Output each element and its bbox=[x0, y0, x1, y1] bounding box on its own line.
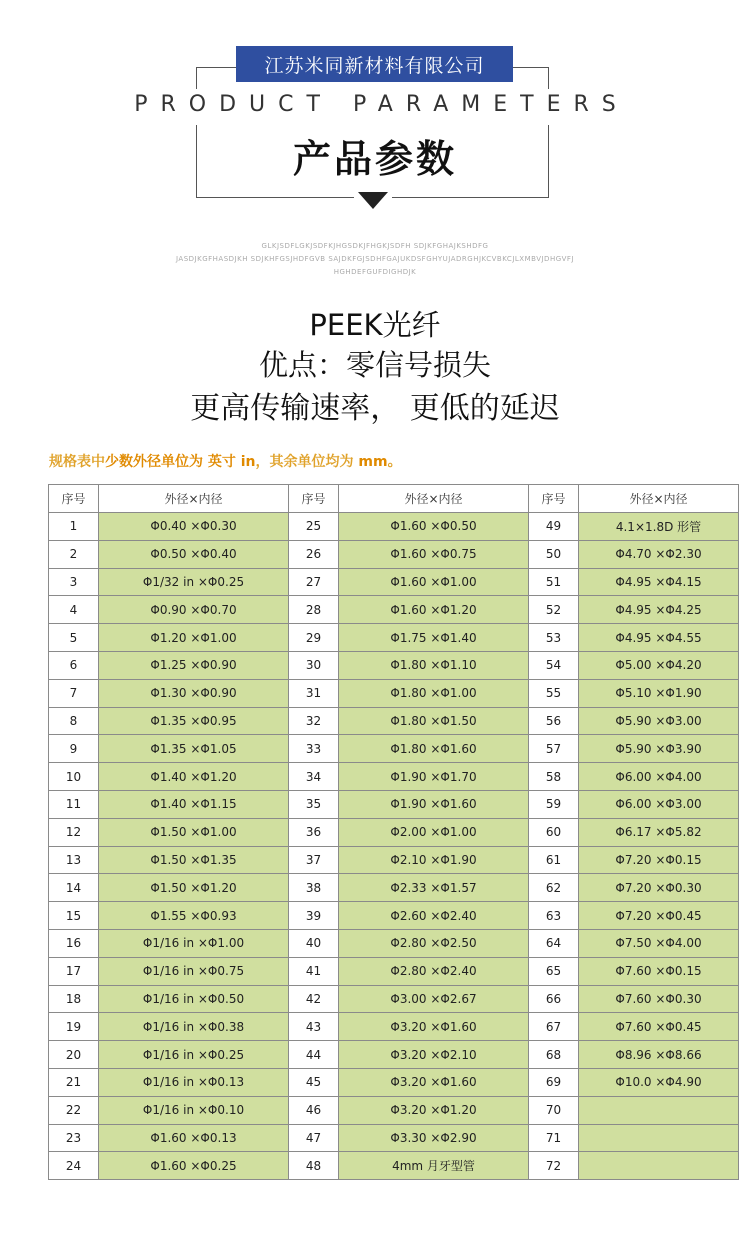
table-row bbox=[49, 624, 739, 652]
table-row bbox=[49, 1013, 739, 1041]
row-number-cell: 7 bbox=[49, 679, 99, 707]
dimension-cell: Φ4.95 ×Φ4.25 bbox=[579, 596, 739, 624]
dimension-cell: Φ1.50 ×Φ1.00 bbox=[99, 818, 289, 846]
dimension-cell bbox=[579, 1124, 739, 1152]
dimension-cell: Φ2.80 ×Φ2.40 bbox=[339, 957, 529, 985]
company-name-banner: 江苏米同新材料有限公司 bbox=[236, 46, 513, 82]
dimension-cell: Φ3.00 ×Φ2.67 bbox=[339, 985, 529, 1013]
table-row bbox=[49, 513, 739, 541]
dimension-cell: Φ1.80 ×Φ1.00 bbox=[339, 679, 529, 707]
row-number-cell: 20 bbox=[49, 1041, 99, 1069]
dimension-cell: Φ1/16 in ×Φ0.25 bbox=[99, 1041, 289, 1069]
row-number-cell: 67 bbox=[529, 1013, 579, 1041]
title-english: PRODUCT PARAMETERS bbox=[134, 92, 629, 117]
dimension-cell: Φ1.50 ×Φ1.20 bbox=[99, 874, 289, 902]
dimension-cell: Φ1/16 in ×Φ0.50 bbox=[99, 985, 289, 1013]
row-number-cell: 48 bbox=[289, 1152, 339, 1180]
unit-note bbox=[49, 451, 402, 471]
dimension-cell: Φ1/32 in ×Φ0.25 bbox=[99, 568, 289, 596]
dimension-cell: 4.1×1.8D 形管 bbox=[579, 513, 739, 541]
dimension-cell: Φ1/16 in ×Φ0.13 bbox=[99, 1068, 289, 1096]
unit-note-middle: ，其余单位均为 bbox=[255, 454, 359, 470]
decorative-text-line: GLKJSDFLGKJSDFKJHGSDKJFHGKJSDFH SDJKFGHAJKSHDFG bbox=[261, 242, 489, 250]
row-number-cell: 68 bbox=[529, 1041, 579, 1069]
row-number-cell: 38 bbox=[289, 874, 339, 902]
table-row bbox=[49, 1041, 739, 1069]
row-number-cell: 59 bbox=[529, 790, 579, 818]
header-frame-line bbox=[196, 67, 197, 89]
dimension-cell: Φ5.00 ×Φ4.20 bbox=[579, 651, 739, 679]
dimension-cell: Φ3.20 ×Φ1.20 bbox=[339, 1096, 529, 1124]
row-number-cell: 66 bbox=[529, 985, 579, 1013]
row-number-cell: 54 bbox=[529, 651, 579, 679]
row-number-cell: 71 bbox=[529, 1124, 579, 1152]
dimension-cell: Φ1.80 ×Φ1.10 bbox=[339, 651, 529, 679]
dimension-cell: Φ3.30 ×Φ2.90 bbox=[339, 1124, 529, 1152]
product-name: PEEK光纤 bbox=[309, 308, 441, 342]
dimension-cell bbox=[579, 1152, 739, 1180]
row-number-cell: 58 bbox=[529, 763, 579, 791]
row-number-cell: 46 bbox=[289, 1096, 339, 1124]
dimension-cell: Φ7.20 ×Φ0.30 bbox=[579, 874, 739, 902]
row-number-cell: 52 bbox=[529, 596, 579, 624]
dimension-cell: Φ1.90 ×Φ1.70 bbox=[339, 763, 529, 791]
row-number-cell: 37 bbox=[289, 846, 339, 874]
dimension-cell: Φ3.20 ×Φ1.60 bbox=[339, 1068, 529, 1096]
dimension-cell: Φ7.20 ×Φ0.45 bbox=[579, 902, 739, 930]
table-row bbox=[49, 902, 739, 930]
dimension-cell: Φ1.80 ×Φ1.60 bbox=[339, 735, 529, 763]
table-row bbox=[49, 790, 739, 818]
row-number-cell: 5 bbox=[49, 624, 99, 652]
dimension-cell: Φ7.60 ×Φ0.15 bbox=[579, 957, 739, 985]
header-frame-line bbox=[513, 67, 549, 68]
dimension-cell: Φ7.60 ×Φ0.45 bbox=[579, 1013, 739, 1041]
table-body bbox=[49, 513, 739, 1180]
row-number-cell: 17 bbox=[49, 957, 99, 985]
dimension-cell: Φ2.33 ×Φ1.57 bbox=[339, 874, 529, 902]
row-number-cell: 11 bbox=[49, 790, 99, 818]
dimension-cell: Φ10.0 ×Φ4.90 bbox=[579, 1068, 739, 1096]
table-row bbox=[49, 1068, 739, 1096]
row-number-cell: 42 bbox=[289, 985, 339, 1013]
spec-table bbox=[48, 484, 739, 1180]
row-number-cell: 51 bbox=[529, 568, 579, 596]
dimension-cell: Φ0.50 ×Φ0.40 bbox=[99, 540, 289, 568]
dimension-cell: Φ1.30 ×Φ0.90 bbox=[99, 679, 289, 707]
dimension-cell: Φ1.60 ×Φ0.75 bbox=[339, 540, 529, 568]
row-number-cell: 62 bbox=[529, 874, 579, 902]
row-number-cell: 33 bbox=[289, 735, 339, 763]
row-number-cell: 31 bbox=[289, 679, 339, 707]
row-number-cell: 57 bbox=[529, 735, 579, 763]
dimension-cell: Φ4.95 ×Φ4.15 bbox=[579, 568, 739, 596]
row-number-cell: 13 bbox=[49, 846, 99, 874]
column-header: 外径×内径 bbox=[99, 485, 289, 513]
row-number-cell: 40 bbox=[289, 929, 339, 957]
dimension-cell: Φ1.35 ×Φ0.95 bbox=[99, 707, 289, 735]
row-number-cell: 24 bbox=[49, 1152, 99, 1180]
row-number-cell: 3 bbox=[49, 568, 99, 596]
row-number-cell: 55 bbox=[529, 679, 579, 707]
dimension-cell: Φ7.60 ×Φ0.30 bbox=[579, 985, 739, 1013]
dimension-cell: Φ1.60 ×Φ0.50 bbox=[339, 513, 529, 541]
table-row bbox=[49, 818, 739, 846]
row-number-cell: 35 bbox=[289, 790, 339, 818]
dimension-cell: Φ1.60 ×Φ0.25 bbox=[99, 1152, 289, 1180]
dimension-cell: 4mm 月牙型管 bbox=[339, 1152, 529, 1180]
row-number-cell: 65 bbox=[529, 957, 579, 985]
dimension-cell: Φ2.10 ×Φ1.90 bbox=[339, 846, 529, 874]
row-number-cell: 21 bbox=[49, 1068, 99, 1096]
table-row bbox=[49, 679, 739, 707]
row-number-cell: 9 bbox=[49, 735, 99, 763]
table-row bbox=[49, 985, 739, 1013]
row-number-cell: 43 bbox=[289, 1013, 339, 1041]
table-row bbox=[49, 929, 739, 957]
dimension-cell: Φ1.50 ×Φ1.35 bbox=[99, 846, 289, 874]
header-frame-line bbox=[196, 67, 236, 68]
dimension-cell: Φ6.17 ×Φ5.82 bbox=[579, 818, 739, 846]
table-row bbox=[49, 763, 739, 791]
table-row bbox=[49, 1096, 739, 1124]
unit-note-prefix: 规格表中 bbox=[49, 454, 105, 470]
column-header: 序号 bbox=[289, 485, 339, 513]
dimension-cell: Φ2.60 ×Φ2.40 bbox=[339, 902, 529, 930]
dimension-cell: Φ1.25 ×Φ0.90 bbox=[99, 651, 289, 679]
row-number-cell: 29 bbox=[289, 624, 339, 652]
header-frame-line bbox=[196, 197, 354, 198]
dimension-cell: Φ5.90 ×Φ3.90 bbox=[579, 735, 739, 763]
row-number-cell: 22 bbox=[49, 1096, 99, 1124]
dimension-cell: Φ1.40 ×Φ1.15 bbox=[99, 790, 289, 818]
dimension-cell: Φ1/16 in ×Φ0.10 bbox=[99, 1096, 289, 1124]
table-row bbox=[49, 707, 739, 735]
row-number-cell: 34 bbox=[289, 763, 339, 791]
row-number-cell: 27 bbox=[289, 568, 339, 596]
title-chinese: 产品参数 bbox=[292, 137, 457, 181]
row-number-cell: 64 bbox=[529, 929, 579, 957]
dimension-cell: Φ5.10 ×Φ1.90 bbox=[579, 679, 739, 707]
dimension-cell: Φ1/16 in ×Φ0.75 bbox=[99, 957, 289, 985]
row-number-cell: 39 bbox=[289, 902, 339, 930]
row-number-cell: 49 bbox=[529, 513, 579, 541]
row-number-cell: 63 bbox=[529, 902, 579, 930]
dimension-cell: Φ6.00 ×Φ3.00 bbox=[579, 790, 739, 818]
dimension-cell: Φ5.90 ×Φ3.00 bbox=[579, 707, 739, 735]
column-header: 外径×内径 bbox=[339, 485, 529, 513]
table-row bbox=[49, 735, 739, 763]
table-row bbox=[49, 874, 739, 902]
dimension-cell: Φ0.90 ×Φ0.70 bbox=[99, 596, 289, 624]
dimension-cell: Φ1.35 ×Φ1.05 bbox=[99, 735, 289, 763]
row-number-cell: 15 bbox=[49, 902, 99, 930]
table-row bbox=[49, 568, 739, 596]
row-number-cell: 14 bbox=[49, 874, 99, 902]
row-number-cell: 69 bbox=[529, 1068, 579, 1096]
table-row bbox=[49, 596, 739, 624]
dimension-cell: Φ1.55 ×Φ0.93 bbox=[99, 902, 289, 930]
dimension-cell: Φ1/16 in ×Φ0.38 bbox=[99, 1013, 289, 1041]
row-number-cell: 56 bbox=[529, 707, 579, 735]
row-number-cell: 10 bbox=[49, 763, 99, 791]
product-advantage: 优点：零信号损失 bbox=[258, 348, 491, 382]
row-number-cell: 26 bbox=[289, 540, 339, 568]
row-number-cell: 23 bbox=[49, 1124, 99, 1152]
table-row bbox=[49, 846, 739, 874]
row-number-cell: 2 bbox=[49, 540, 99, 568]
row-number-cell: 4 bbox=[49, 596, 99, 624]
dimension-cell: Φ1.60 ×Φ1.20 bbox=[339, 596, 529, 624]
column-header: 序号 bbox=[529, 485, 579, 513]
dimension-cell: Φ4.70 ×Φ2.30 bbox=[579, 540, 739, 568]
table-row bbox=[49, 540, 739, 568]
unit-note-emphasis: 少数外径单位为 英寸 in bbox=[105, 454, 256, 470]
dimension-cell: Φ4.95 ×Φ4.55 bbox=[579, 624, 739, 652]
dimension-cell: Φ1.60 ×Φ1.00 bbox=[339, 568, 529, 596]
dimension-cell: Φ1.75 ×Φ1.40 bbox=[339, 624, 529, 652]
dimension-cell: Φ7.50 ×Φ4.00 bbox=[579, 929, 739, 957]
row-number-cell: 47 bbox=[289, 1124, 339, 1152]
row-number-cell: 28 bbox=[289, 596, 339, 624]
dimension-cell bbox=[579, 1096, 739, 1124]
row-number-cell: 30 bbox=[289, 651, 339, 679]
row-number-cell: 19 bbox=[49, 1013, 99, 1041]
dimension-cell: Φ2.00 ×Φ1.00 bbox=[339, 818, 529, 846]
down-arrow-icon bbox=[358, 192, 388, 209]
table-row bbox=[49, 1152, 739, 1180]
dimension-cell: Φ1.60 ×Φ0.13 bbox=[99, 1124, 289, 1152]
row-number-cell: 8 bbox=[49, 707, 99, 735]
dimension-cell: Φ1.40 ×Φ1.20 bbox=[99, 763, 289, 791]
row-number-cell: 44 bbox=[289, 1041, 339, 1069]
dimension-cell: Φ1.90 ×Φ1.60 bbox=[339, 790, 529, 818]
decorative-text-line: HGHDEFGUFDIGHDJK bbox=[333, 268, 417, 276]
table-row bbox=[49, 651, 739, 679]
row-number-cell: 53 bbox=[529, 624, 579, 652]
dimension-cell: Φ8.96 ×Φ8.66 bbox=[579, 1041, 739, 1069]
row-number-cell: 70 bbox=[529, 1096, 579, 1124]
dimension-cell: Φ2.80 ×Φ2.50 bbox=[339, 929, 529, 957]
dimension-cell: Φ1/16 in ×Φ1.00 bbox=[99, 929, 289, 957]
header-frame-line bbox=[548, 67, 549, 89]
unit-note-unit: mm bbox=[358, 454, 388, 470]
row-number-cell: 1 bbox=[49, 513, 99, 541]
row-number-cell: 16 bbox=[49, 929, 99, 957]
row-number-cell: 32 bbox=[289, 707, 339, 735]
dimension-cell: Φ7.20 ×Φ0.15 bbox=[579, 846, 739, 874]
dimension-cell: Φ0.40 ×Φ0.30 bbox=[99, 513, 289, 541]
table-header-row bbox=[49, 485, 739, 513]
column-header: 外径×内径 bbox=[579, 485, 739, 513]
header-frame-line bbox=[392, 197, 549, 198]
row-number-cell: 50 bbox=[529, 540, 579, 568]
dimension-cell: Φ1.80 ×Φ1.50 bbox=[339, 707, 529, 735]
row-number-cell: 6 bbox=[49, 651, 99, 679]
decorative-text-line: JASDJKGFHASDJKH SDJKHFGSJHDFGVB SAJDKFGJSDHFGAJUKDSFGHYUJADRGHJKCVBKCJLXMBVJDHGVFJ bbox=[175, 255, 575, 263]
row-number-cell: 41 bbox=[289, 957, 339, 985]
row-number-cell: 61 bbox=[529, 846, 579, 874]
table-row bbox=[49, 957, 739, 985]
dimension-cell: Φ3.20 ×Φ2.10 bbox=[339, 1041, 529, 1069]
row-number-cell: 12 bbox=[49, 818, 99, 846]
dimension-cell: Φ3.20 ×Φ1.60 bbox=[339, 1013, 529, 1041]
column-header: 序号 bbox=[49, 485, 99, 513]
unit-note-suffix: 。 bbox=[387, 454, 402, 470]
dimension-cell: Φ1.20 ×Φ1.00 bbox=[99, 624, 289, 652]
row-number-cell: 45 bbox=[289, 1068, 339, 1096]
product-benefit: 更高传输速率， 更低的延迟 bbox=[190, 391, 560, 426]
dimension-cell: Φ6.00 ×Φ4.00 bbox=[579, 763, 739, 791]
row-number-cell: 18 bbox=[49, 985, 99, 1013]
row-number-cell: 72 bbox=[529, 1152, 579, 1180]
row-number-cell: 36 bbox=[289, 818, 339, 846]
table-row bbox=[49, 1124, 739, 1152]
row-number-cell: 60 bbox=[529, 818, 579, 846]
row-number-cell: 25 bbox=[289, 513, 339, 541]
